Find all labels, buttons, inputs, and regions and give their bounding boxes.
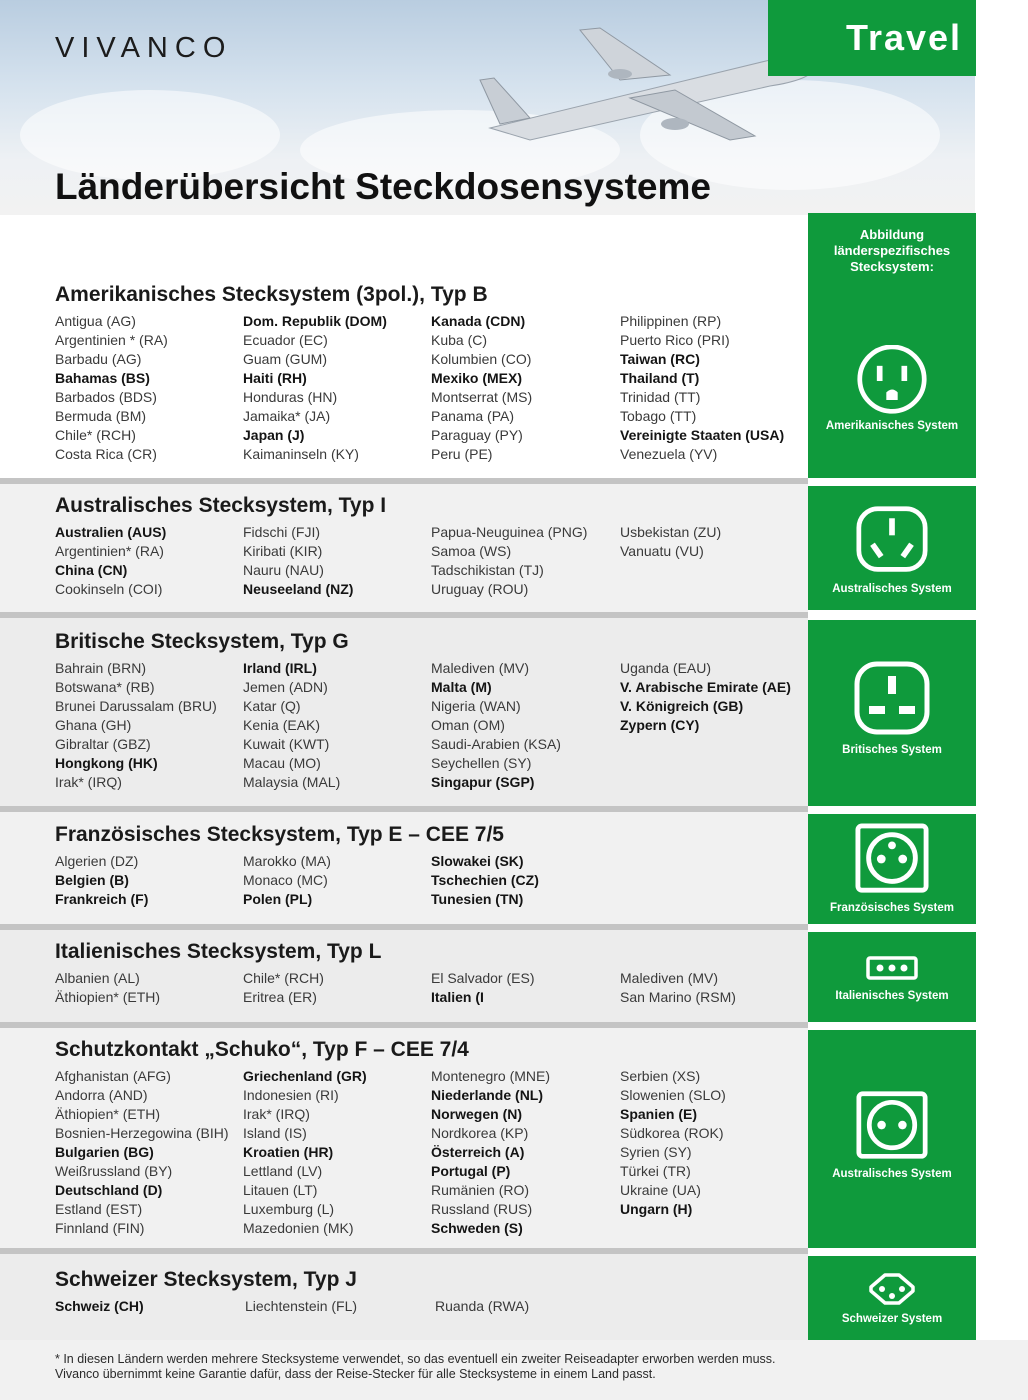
country-entry: Schweden (S) [431, 1220, 523, 1236]
country-entry: Äthiopien* (ETH) [55, 989, 161, 1005]
country-entry: Papua-Neuguinea (PNG) [431, 524, 588, 540]
country-entry: Barbados (BDS) [55, 389, 157, 405]
ch-socket-icon [865, 1270, 919, 1308]
section-title: Amerikanisches Stecksystem (3pol.), Typ B [55, 283, 488, 306]
section-title: Italienisches Stecksystem, Typ L [55, 940, 382, 963]
country-column [55, 852, 148, 909]
country-entry: Ghana (GH) [55, 717, 132, 733]
country-entry: Türkei (TR) [620, 1163, 691, 1179]
country-entry: Kolumbien (CO) [431, 351, 532, 367]
country-entry: Bermuda (BM) [55, 408, 147, 424]
country-entry: Lettland (LV) [243, 1163, 323, 1179]
country-entry: Panama (PA) [431, 408, 514, 424]
country-entry: Ecuador (EC) [243, 332, 328, 348]
country-entry: Botswana* (RB) [55, 679, 155, 695]
country-entry: Litauen (LT) [243, 1182, 318, 1198]
country-entry: Venezuela (YV) [620, 446, 718, 462]
country-entry: Samoa (WS) [431, 543, 512, 559]
country-entry: Vereinigte Staaten (USA) [620, 427, 785, 443]
country-entry: Slowakei (SK) [431, 853, 524, 869]
country-entry: Vanuatu (VU) [620, 543, 704, 559]
country-entry: Bahrain (BRN) [55, 660, 147, 676]
country-entry: Portugal (P) [431, 1163, 511, 1179]
legend-box [808, 814, 976, 924]
country-column [431, 852, 539, 909]
country-entry: Italien (I [431, 989, 484, 1005]
country-entry: Neuseeland (NZ) [243, 581, 354, 597]
country-entry: Spanien (E) [620, 1106, 698, 1122]
country-entry: Kiribati (KIR) [243, 543, 323, 559]
country-column [55, 312, 168, 464]
country-entry: Nigeria (WAN) [431, 698, 521, 714]
country-column [435, 1297, 529, 1316]
country-entry: China (CN) [55, 562, 128, 578]
country-entry: Serbien (XS) [620, 1068, 701, 1084]
country-entry: Griechenland (GR) [243, 1068, 367, 1084]
country-entry: Thailand (T) [620, 370, 700, 386]
country-entry: Indonesien (RI) [243, 1087, 339, 1103]
country-entry: Guam (GUM) [243, 351, 327, 367]
country-entry: Hongkong (HK) [55, 755, 158, 771]
country-entry: Fidschi (FJI) [243, 524, 320, 540]
country-entry: Luxemburg (L) [243, 1201, 335, 1217]
country-entry: Montserrat (MS) [431, 389, 533, 405]
country-entry: Ruanda (RWA) [435, 1298, 530, 1314]
country-entry: Andorra (AND) [55, 1087, 148, 1103]
legend-caption: Amerikanisches System [825, 420, 959, 432]
country-column [431, 1067, 550, 1238]
country-entry: Costa Rica (CR) [55, 446, 157, 462]
country-entry: Österreich (A) [431, 1144, 525, 1160]
legend-box [808, 1030, 976, 1248]
country-entry: Jemen (ADN) [243, 679, 328, 695]
legend-box [808, 932, 976, 1022]
country-entry: Gibraltar (GBZ) [55, 736, 151, 752]
country-entry: Ungarn (H) [620, 1201, 693, 1217]
country-entry: V. Königreich (GB) [620, 698, 744, 714]
country-entry: Cookinseln (COI) [55, 581, 163, 597]
country-entry: Belgien (B) [55, 872, 129, 888]
page-title: Länderübersicht Steckdosensysteme [55, 166, 711, 207]
country-entry: San Marino (RSM) [620, 989, 736, 1005]
country-entry: Kroatien (HR) [243, 1144, 334, 1160]
section-title: Australisches Stecksystem, Typ I [55, 494, 387, 517]
country-entry: Philippinen (RP) [620, 313, 722, 329]
country-column [243, 969, 324, 1007]
legend-caption: Schweizer System [841, 1313, 943, 1325]
country-entry: Trinidad (TT) [620, 389, 701, 405]
country-column [620, 312, 784, 464]
country-entry: Bulgarien (BG) [55, 1144, 154, 1160]
country-entry: Ukraine (UA) [620, 1182, 701, 1198]
legend-caption: Australisches System [832, 1168, 952, 1180]
country-column [431, 312, 532, 464]
country-entry: Äthiopien* (ETH) [55, 1106, 161, 1122]
country-entry: Chile* (RCH) [243, 970, 324, 986]
country-entry: Afghanistan (AFG) [55, 1068, 171, 1084]
country-entry: Honduras (HN) [243, 389, 338, 405]
legend-header-text: Abbildung länderspezifisches Stecksystem: [833, 227, 951, 274]
country-entry: Argentinien* (RA) [55, 543, 164, 559]
country-entry: Paraguay (PY) [431, 427, 523, 443]
legend-box [808, 620, 976, 806]
country-column [55, 659, 217, 792]
country-entry: Malediven (MV) [620, 970, 719, 986]
country-entry: Kaimaninseln (KY) [243, 446, 359, 462]
country-entry: Antigua (AG) [55, 313, 136, 329]
country-entry: Irland (IRL) [243, 660, 317, 676]
country-entry: Kuwait (KWT) [243, 736, 330, 752]
country-entry: Rumänien (RO) [431, 1182, 530, 1198]
country-column [243, 523, 353, 599]
country-entry: Kenia (EAK) [243, 717, 321, 733]
country-column [243, 312, 387, 464]
brand-logo: VIVANCO [55, 32, 233, 64]
country-column [55, 1067, 229, 1238]
fr-socket-icon [853, 822, 931, 896]
country-entry: Zypern (CY) [620, 717, 700, 733]
legend-caption: Italienisches System [835, 990, 949, 1002]
country-column [431, 659, 561, 792]
legend-caption: Französisches System [829, 902, 954, 914]
country-entry: Malta (M) [431, 679, 492, 695]
country-column [431, 523, 587, 599]
country-entry: Norwegen (N) [431, 1106, 522, 1122]
section-title: Schutzkontakt „Schuko“, Typ F – CEE 7/4 [55, 1038, 469, 1061]
country-entry: Schweiz (CH) [55, 1298, 144, 1314]
country-entry: Marokko (MA) [243, 853, 331, 869]
country-column [55, 1297, 144, 1316]
section-title: Französisches Stecksystem, Typ E – CEE 7/5 [55, 823, 504, 846]
country-entry: Tobago (TT) [620, 408, 697, 424]
country-entry: Macau (MO) [243, 755, 321, 771]
country-entry: Frankreich (F) [55, 891, 149, 907]
country-column [243, 659, 340, 792]
country-entry: Taiwan (RC) [620, 351, 700, 367]
country-entry: Puerto Rico (PRI) [620, 332, 730, 348]
country-entry: Nordkorea (KP) [431, 1125, 529, 1141]
legend-caption: Britisches System [842, 744, 942, 756]
country-entry: Niederlande (NL) [431, 1087, 544, 1103]
country-entry: Peru (PE) [431, 446, 493, 462]
us-socket-icon [853, 345, 931, 417]
country-column [243, 852, 331, 909]
country-entry: Liechtenstein (FL) [245, 1298, 358, 1314]
country-entry: Japan (J) [243, 427, 305, 443]
country-entry: Irak* (IRQ) [243, 1106, 310, 1122]
country-entry: Finnland (FIN) [55, 1220, 145, 1236]
country-entry: Tunesien (TN) [431, 891, 524, 907]
country-entry: Saudi-Arabien (KSA) [431, 736, 561, 752]
country-entry: Polen (PL) [243, 891, 313, 907]
country-column [620, 523, 721, 561]
country-column [55, 969, 160, 1007]
country-entry: Irak* (IRQ) [55, 774, 122, 790]
country-entry: Albanien (AL) [55, 970, 140, 986]
country-column [620, 659, 791, 735]
country-column [620, 969, 736, 1007]
travel-tag: Travel [768, 0, 1028, 76]
country-entry: Bahamas (BS) [55, 370, 150, 386]
country-entry: Monaco (MC) [243, 872, 328, 888]
country-column [245, 1297, 357, 1316]
country-entry: Estland (EST) [55, 1201, 143, 1217]
country-entry: Katar (Q) [243, 698, 301, 714]
legend-box [808, 213, 976, 478]
country-entry: Australien (AUS) [55, 524, 167, 540]
it-socket-icon [865, 955, 919, 981]
country-entry: Argentinien * (RA) [55, 332, 168, 348]
country-entry: Syrien (SY) [620, 1144, 692, 1160]
country-entry: Tadschikistan (TJ) [431, 562, 544, 578]
country-entry: Chile* (RCH) [55, 427, 136, 443]
legend-box [808, 1256, 976, 1340]
country-entry: Uganda (EAU) [620, 660, 712, 676]
country-entry: Deutschland (D) [55, 1182, 163, 1198]
country-entry: Kuba (C) [431, 332, 488, 348]
country-entry: Haiti (RH) [243, 370, 307, 386]
country-entry: Jamaika* (JA) [243, 408, 331, 424]
country-entry: Kanada (CDN) [431, 313, 526, 329]
country-entry: Bosnien-Herzegowina (BIH) [55, 1125, 229, 1141]
uk-socket-icon [853, 660, 931, 736]
country-entry: Mazedonien (MK) [243, 1220, 354, 1236]
country-entry: V. Arabische Emirate (AE) [620, 679, 791, 695]
country-column [243, 1067, 367, 1238]
country-entry: Brunei Darussalam (BRU) [55, 698, 217, 714]
country-entry: Seychellen (SY) [431, 755, 532, 771]
country-entry: Usbekistan (ZU) [620, 524, 722, 540]
country-entry: Singapur (SGP) [431, 774, 535, 790]
country-column [620, 1067, 726, 1219]
country-entry: El Salvador (ES) [431, 970, 535, 986]
country-entry: Uruguay (ROU) [431, 581, 529, 597]
country-entry: Montenegro (MNE) [431, 1068, 551, 1084]
country-entry: Weißrussland (BY) [55, 1163, 173, 1179]
green-strip-edge [976, 0, 1028, 1400]
country-entry: Mexiko (MEX) [431, 370, 523, 386]
country-entry: Dom. Republik (DOM) [243, 313, 387, 329]
country-entry: Malaysia (MAL) [243, 774, 341, 790]
schuko-socket-icon [853, 1090, 931, 1162]
country-entry: Südkorea (ROK) [620, 1125, 724, 1141]
country-entry: Oman (OM) [431, 717, 505, 733]
legend-box [808, 486, 976, 610]
legend-caption: Australisches System [832, 583, 952, 595]
au-socket-icon [853, 505, 931, 577]
country-entry: Algerien (DZ) [55, 853, 139, 869]
country-entry: Malediven (MV) [431, 660, 530, 676]
country-entry: Eritrea (ER) [243, 989, 317, 1005]
country-entry: Barbadu (AG) [55, 351, 142, 367]
section-title: Schweizer Stecksystem, Typ J [55, 1268, 357, 1291]
country-column [431, 969, 534, 1007]
section-title: Britische Stecksystem, Typ G [55, 630, 349, 653]
country-entry: Russland (RUS) [431, 1201, 533, 1217]
country-column [55, 523, 166, 599]
country-entry: Nauru (NAU) [243, 562, 324, 578]
country-entry: Slowenien (SLO) [620, 1087, 726, 1103]
footnote: * In diesen Ländern werden mehrere Stecksysteme verwendet, so das eventuell ein zweiter Reiseadapter erworben werden muss. Vivanco übernimmt keine Garantie dafür, dass der Reise-Stecker für alle Stecksysteme in einem Land passt. [55, 1352, 776, 1381]
country-entry: Tschechien (CZ) [431, 872, 539, 888]
country-entry: Island (IS) [243, 1125, 307, 1141]
